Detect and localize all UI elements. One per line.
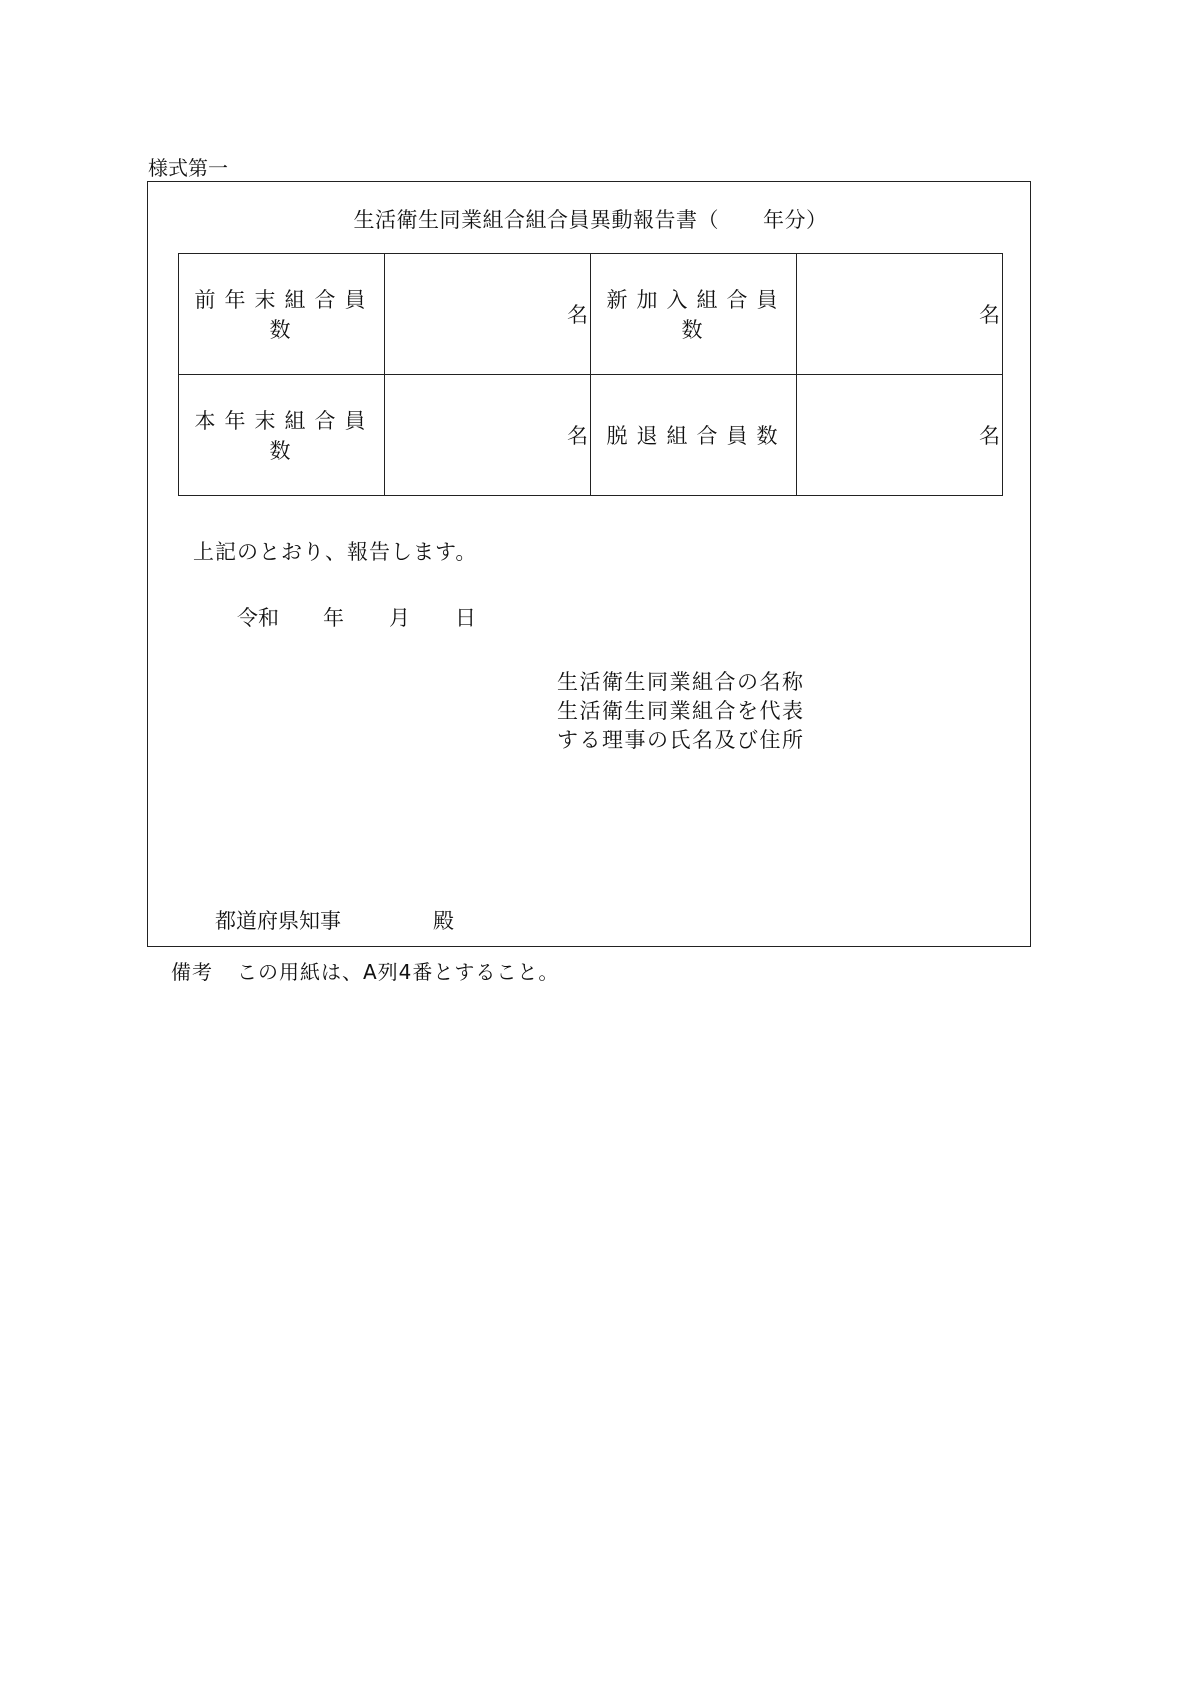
unit-label: 名	[979, 424, 1000, 448]
title-suffix: 年分）	[763, 208, 828, 232]
representative-label-line2: する理事の氏名及び住所	[557, 728, 805, 752]
unit-label: 名	[979, 303, 1000, 327]
addressee-honorific: 殿	[433, 909, 454, 933]
remarks-label: 備考	[171, 960, 213, 984]
withdrawn-members-label: 脱退組合員数	[591, 375, 797, 496]
unit-label: 名	[567, 424, 588, 448]
new-members-field[interactable]	[797, 254, 1003, 375]
date-day: 日	[455, 606, 476, 630]
document-title	[0, 204, 1181, 234]
remarks-text: この用紙は、A列4番とすること。	[237, 960, 560, 984]
previous-year-end-members-label: 前年末組合員数	[179, 254, 385, 375]
addressee-name: 都道府県知事	[215, 909, 341, 933]
date-month: 月	[389, 606, 410, 630]
organization-name-label: 生活衛生同業組合の名称	[557, 670, 805, 694]
title-main: 生活衛生同業組合組合員異動報告書（	[353, 208, 719, 232]
current-year-end-members-label: 本年末組合員数	[179, 375, 385, 496]
remarks-note	[171, 956, 559, 985]
addressee-line	[215, 905, 454, 935]
withdrawn-members-field[interactable]	[797, 375, 1003, 496]
member-count-table	[178, 253, 1003, 496]
organization-block	[557, 668, 805, 755]
date-year: 年	[323, 606, 344, 630]
report-statement: 上記のとおり、報告します。	[193, 540, 478, 564]
unit-label: 名	[567, 303, 588, 327]
table-row	[179, 375, 1003, 496]
new-members-label: 新加入組合員数	[591, 254, 797, 375]
form-number-label: 様式第一	[148, 156, 228, 180]
table-row	[179, 254, 1003, 375]
representative-label-line1: 生活衛生同業組合を代表	[557, 699, 805, 723]
current-year-end-members-field[interactable]	[385, 375, 591, 496]
previous-year-end-members-field[interactable]	[385, 254, 591, 375]
date-era: 令和	[237, 606, 279, 630]
